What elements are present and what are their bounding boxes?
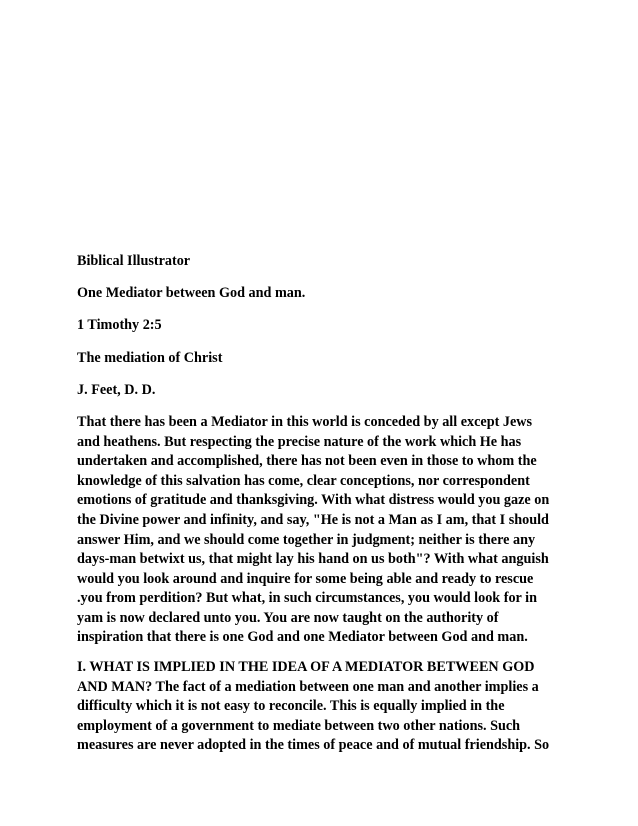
paragraph-intro (77, 413, 577, 648)
paragraph-line: days-man betwixt us, that might lay his hand on us both"? With what anguish (77, 551, 549, 568)
paragraph-line: measures are never adopted in the times of peace and of mutual friendship. So (77, 737, 550, 754)
source-title: Biblical Illustrator (77, 253, 191, 269)
paragraph-line: emotions of gratitude and thanksgiving. With what distress would you gaze on (77, 492, 550, 509)
paragraph-line: answer Him, and we should come together in judgment; neither is there any (77, 531, 536, 548)
paragraph-line: knowledge of this salvation has come, clear conceptions, nor correspondent (77, 472, 530, 489)
paragraph-line: .you from perdition? But what, in such circumstances, you would look for in (77, 590, 537, 607)
paragraph-line: and heathens. But respecting the precise nature of the work which He has (77, 433, 522, 450)
paragraph-line: the Divine power and infinity, and say, "He is not a Man as I am, that I should (77, 511, 549, 528)
scripture-reference: 1 Timothy 2:5 (77, 317, 162, 334)
paragraph-line: I. WHAT IS IMPLIED IN THE IDEA OF A MEDIATOR BETWEEN GOD (77, 659, 535, 676)
document-body (77, 252, 577, 766)
paragraph-line: difficulty which it is not easy to reconcile. This is equally implied in the (77, 698, 505, 715)
paragraph-line: undertaken and accomplished, there has not been even in those to whom the (77, 453, 537, 470)
author-line: J. Feet, D. D. (77, 381, 156, 398)
paragraph-line: That there has been a Mediator in this world is conceded by all except Jews (77, 413, 533, 430)
paragraph-line: inspiration that there is one God and one Mediator between God and man. (77, 629, 528, 646)
paragraph-section-one (77, 658, 577, 756)
section-title: The mediation of Christ (77, 349, 223, 366)
subject-line: One Mediator between God and man. (77, 285, 306, 302)
paragraph-line: yam is now declared unto you. You are now taught on the authority of (77, 609, 499, 626)
paragraph-line: would you look around and inquire for some being able and ready to rescue (77, 570, 534, 587)
paragraph-line: employment of a government to mediate between two other nations. Such (77, 717, 521, 734)
paragraph-line: AND MAN? The fact of a mediation between one man and another implies a (77, 678, 539, 695)
